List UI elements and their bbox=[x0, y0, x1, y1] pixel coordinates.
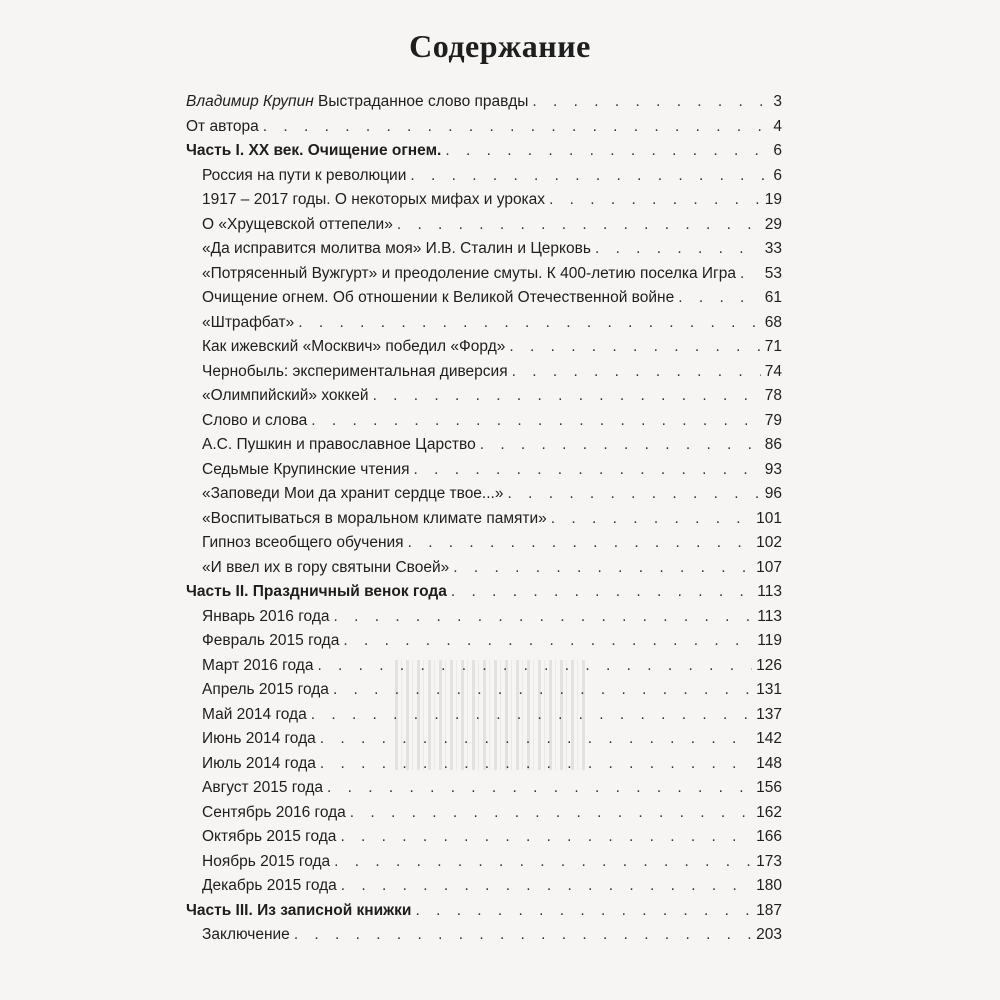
toc-entry bbox=[186, 629, 782, 654]
toc-entry bbox=[186, 335, 782, 360]
toc-page-number: 156 bbox=[756, 779, 782, 796]
toc-page-number: 86 bbox=[764, 436, 782, 453]
toc-entry bbox=[186, 286, 782, 311]
toc-page-number: 93 bbox=[764, 460, 782, 478]
dot-leader bbox=[549, 188, 761, 213]
toc-entry bbox=[186, 923, 782, 948]
toc-page-number: 53 bbox=[764, 264, 782, 282]
toc-entry bbox=[186, 458, 782, 483]
toc-entry bbox=[186, 90, 782, 115]
toc-entry bbox=[186, 115, 782, 140]
toc-page-number: 107 bbox=[756, 558, 782, 576]
toc-entry-title: «Да исправится молитва моя» И.В. Сталин и Церковь bbox=[202, 240, 591, 257]
dot-leader bbox=[333, 678, 752, 703]
toc-entry bbox=[186, 384, 782, 409]
toc-entry-title: Февраль 2015 года bbox=[202, 632, 340, 649]
toc-entry-title: Октябрь 2015 года bbox=[202, 828, 337, 845]
toc-page-number: 6 bbox=[773, 142, 782, 159]
dot-leader bbox=[343, 629, 753, 654]
toc-entry-title: «Потрясенный Вужгурт» и преодоление смуты. К 400-летию поселка Игра bbox=[202, 264, 736, 282]
toc-entry-title: «И ввел их в гору святыни Своей» bbox=[202, 558, 450, 576]
toc-entry bbox=[186, 727, 782, 752]
toc-entry-title: О «Хрущевской оттепели» bbox=[202, 215, 393, 233]
toc-entry-title: Часть II. Праздничный венок года bbox=[186, 583, 447, 600]
dot-leader bbox=[445, 139, 768, 164]
toc-page-number: 203 bbox=[756, 926, 782, 943]
toc-page-number: 180 bbox=[756, 877, 782, 894]
toc-page-number: 126 bbox=[756, 656, 782, 674]
dot-leader bbox=[294, 923, 752, 948]
toc-entry-title: Слово и слова bbox=[202, 411, 308, 429]
toc-entry bbox=[186, 482, 782, 507]
toc-entry bbox=[186, 678, 782, 703]
table-of-contents bbox=[186, 90, 782, 948]
toc-page-number: 142 bbox=[756, 730, 782, 747]
toc-entry-title: Август 2015 года bbox=[202, 779, 324, 796]
toc-entry-title: Март 2016 года bbox=[202, 656, 314, 674]
toc-entry-title: «Олимпийский» хоккей bbox=[202, 387, 369, 404]
toc-entry-title: От автора bbox=[186, 117, 259, 135]
toc-entry-title: «Воспитываться в моральном климате памяти» bbox=[202, 509, 547, 527]
toc-page-number: 101 bbox=[756, 509, 782, 527]
toc-entry bbox=[186, 801, 782, 826]
toc-page-number: 68 bbox=[764, 313, 782, 331]
toc-entry-title: А.С. Пушкин и православное Царство bbox=[202, 436, 476, 453]
toc-page-number: 3 bbox=[773, 93, 782, 110]
toc-entry-title: Очищение огнем. Об отношении к Великой Отечественной войне bbox=[202, 289, 675, 306]
dot-leader bbox=[451, 580, 753, 605]
toc-entry bbox=[186, 776, 782, 801]
dot-leader bbox=[334, 850, 752, 875]
dot-leader bbox=[333, 605, 753, 630]
toc-page-number: 166 bbox=[756, 828, 782, 845]
toc-page-number: 6 bbox=[773, 166, 782, 184]
toc-entry-title-text: Выстраданное слово правды bbox=[318, 93, 529, 110]
toc-entry-title: Май 2014 года bbox=[202, 705, 307, 723]
dot-leader bbox=[509, 335, 760, 360]
toc-entry-title: Июнь 2014 года bbox=[202, 730, 316, 747]
toc-part-heading bbox=[186, 899, 782, 924]
dot-leader bbox=[410, 164, 768, 189]
toc-part-heading bbox=[186, 139, 782, 164]
dot-leader bbox=[453, 556, 752, 581]
toc-page-number: 187 bbox=[756, 901, 782, 919]
toc-entry-title: Как ижевский «Москвич» победил «Форд» bbox=[202, 338, 506, 355]
toc-entry bbox=[186, 874, 782, 899]
toc-entry bbox=[186, 850, 782, 875]
page-title: Содержание bbox=[409, 28, 591, 64]
toc-entry-title: Заключение bbox=[202, 926, 290, 943]
toc-page-number: 33 bbox=[764, 240, 782, 257]
toc-page-number: 78 bbox=[764, 387, 782, 404]
toc-page-number: 162 bbox=[756, 803, 782, 821]
toc-page-number: 148 bbox=[756, 754, 782, 772]
toc-page-number: 29 bbox=[764, 215, 782, 233]
dot-leader bbox=[397, 213, 761, 238]
dot-leader bbox=[263, 115, 768, 140]
toc-entry-title: Седьмые Крупинские чтения bbox=[202, 460, 410, 478]
dot-leader bbox=[327, 776, 752, 801]
dot-leader bbox=[320, 727, 752, 752]
toc-page-number: 61 bbox=[764, 289, 782, 306]
toc-entry-title: Часть III. Из записной книжки bbox=[186, 901, 412, 919]
dot-leader bbox=[415, 899, 752, 924]
dot-leader bbox=[317, 654, 752, 679]
toc-entry-author: Владимир Крупин bbox=[186, 93, 314, 110]
dot-leader bbox=[311, 703, 752, 728]
toc-entry bbox=[186, 360, 782, 385]
toc-entry-title: «Заповеди Мои да хранит сердце твое...» bbox=[202, 485, 504, 502]
dot-leader bbox=[408, 531, 753, 556]
toc-entry-title: Январь 2016 года bbox=[202, 607, 330, 625]
toc-page-number: 102 bbox=[756, 534, 782, 551]
toc-entry bbox=[186, 703, 782, 728]
toc-page-number: 113 bbox=[757, 583, 782, 600]
dot-leader bbox=[320, 752, 752, 777]
toc-entry bbox=[186, 556, 782, 581]
dot-leader bbox=[373, 384, 761, 409]
toc-entry bbox=[186, 213, 782, 238]
toc-page-number: 173 bbox=[756, 852, 782, 870]
toc-page-number: 137 bbox=[756, 705, 782, 723]
dot-leader bbox=[532, 90, 768, 115]
toc-entry bbox=[186, 433, 782, 458]
toc-entry-title: 1917 – 2017 годы. О некоторых мифах и уроках bbox=[202, 191, 546, 208]
dot-leader bbox=[340, 825, 752, 850]
toc-entry-title: Ноябрь 2015 года bbox=[202, 852, 331, 870]
toc-entry bbox=[186, 188, 782, 213]
toc-entry bbox=[186, 507, 782, 532]
toc-page-number: 74 bbox=[764, 362, 782, 380]
dot-leader bbox=[678, 286, 761, 311]
toc-page-number: 19 bbox=[764, 191, 782, 208]
toc-entry-title: Сентябрь 2016 года bbox=[202, 803, 346, 821]
dot-leader bbox=[480, 433, 761, 458]
dot-leader bbox=[507, 482, 760, 507]
toc-entry bbox=[186, 237, 782, 262]
toc-page-number: 119 bbox=[757, 632, 782, 649]
toc-entry-title: Россия на пути к революции bbox=[202, 166, 407, 184]
dot-leader bbox=[595, 237, 761, 262]
toc-entry bbox=[186, 825, 782, 850]
toc-entry-title bbox=[186, 90, 528, 115]
dot-leader bbox=[740, 262, 761, 287]
toc-entry bbox=[186, 409, 782, 434]
toc-entry bbox=[186, 752, 782, 777]
toc-page-number: 4 bbox=[773, 117, 782, 135]
toc-entry bbox=[186, 654, 782, 679]
toc-page-number: 79 bbox=[764, 411, 782, 429]
toc-page-number: 71 bbox=[764, 338, 782, 355]
dot-leader bbox=[341, 874, 752, 899]
toc-entry bbox=[186, 605, 782, 630]
toc-entry-title: Чернобыль: экспериментальная диверсия bbox=[202, 362, 508, 380]
toc-part-heading bbox=[186, 580, 782, 605]
toc-entry-title: Апрель 2015 года bbox=[202, 681, 329, 698]
toc-entry-title: Гипноз всеобщего обучения bbox=[202, 534, 404, 551]
toc-page-number: 113 bbox=[757, 607, 782, 625]
toc-page-number: 96 bbox=[764, 485, 782, 502]
dot-leader bbox=[298, 311, 760, 336]
dot-leader bbox=[350, 801, 752, 826]
dot-leader bbox=[311, 409, 760, 434]
toc-entry-title: «Штрафбат» bbox=[202, 313, 295, 331]
toc-entry-title: Часть I. XX век. Очищение огнем. bbox=[186, 142, 442, 159]
toc-entry bbox=[186, 164, 782, 189]
dot-leader bbox=[414, 458, 761, 483]
toc-entry bbox=[186, 311, 782, 336]
toc-entry-title: Июль 2014 года bbox=[202, 754, 316, 772]
toc-entry-title: Декабрь 2015 года bbox=[202, 877, 337, 894]
toc-entry bbox=[186, 531, 782, 556]
toc-page-number: 131 bbox=[756, 681, 782, 698]
dot-leader bbox=[551, 507, 752, 532]
dot-leader bbox=[512, 360, 761, 385]
toc-entry bbox=[186, 262, 782, 287]
